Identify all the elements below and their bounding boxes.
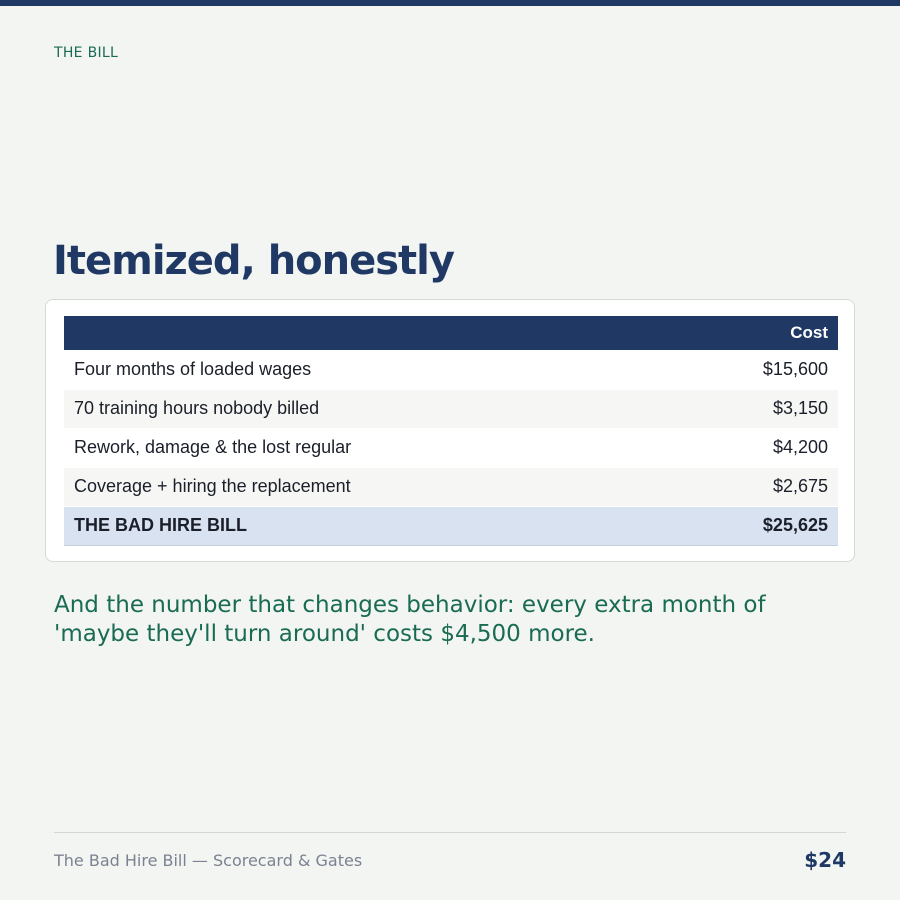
row-item-label: 70 training hours nobody billed <box>64 389 666 428</box>
total-row <box>64 506 838 545</box>
total-value: $25,625 <box>666 506 838 545</box>
footer-price: $24 <box>804 848 846 872</box>
row-cost-value: $4,200 <box>666 428 838 467</box>
column-header-cost: Cost <box>666 316 838 350</box>
section-eyebrow: THE BILL <box>54 45 119 61</box>
row-item-label: Four months of loaded wages <box>64 350 666 389</box>
row-cost-value: $3,150 <box>666 389 838 428</box>
row-cost-value: $2,675 <box>666 467 838 506</box>
top-accent-bar <box>0 0 900 6</box>
key-takeaway: And the number that changes behavior: every extra month of 'maybe they'll turn around' costs $4,500 more. <box>54 592 766 647</box>
page-title: Itemized, honestly <box>53 238 454 284</box>
row-cost-value: $15,600 <box>666 350 838 389</box>
footer-series-title: The Bad Hire Bill — Scorecard & Gates <box>54 851 363 870</box>
table-row <box>64 467 838 506</box>
table-row <box>64 350 838 389</box>
table-row <box>64 428 838 467</box>
table-header-row <box>64 316 838 350</box>
total-label: THE BAD HIRE BILL <box>64 506 666 545</box>
row-item-label: Rework, damage & the lost regular <box>64 428 666 467</box>
footer-divider <box>54 832 846 833</box>
row-item-label: Coverage + hiring the replacement <box>64 467 666 506</box>
bill-card <box>45 299 855 562</box>
bill-table <box>64 316 838 546</box>
table-row <box>64 389 838 428</box>
column-header-item <box>64 316 666 350</box>
